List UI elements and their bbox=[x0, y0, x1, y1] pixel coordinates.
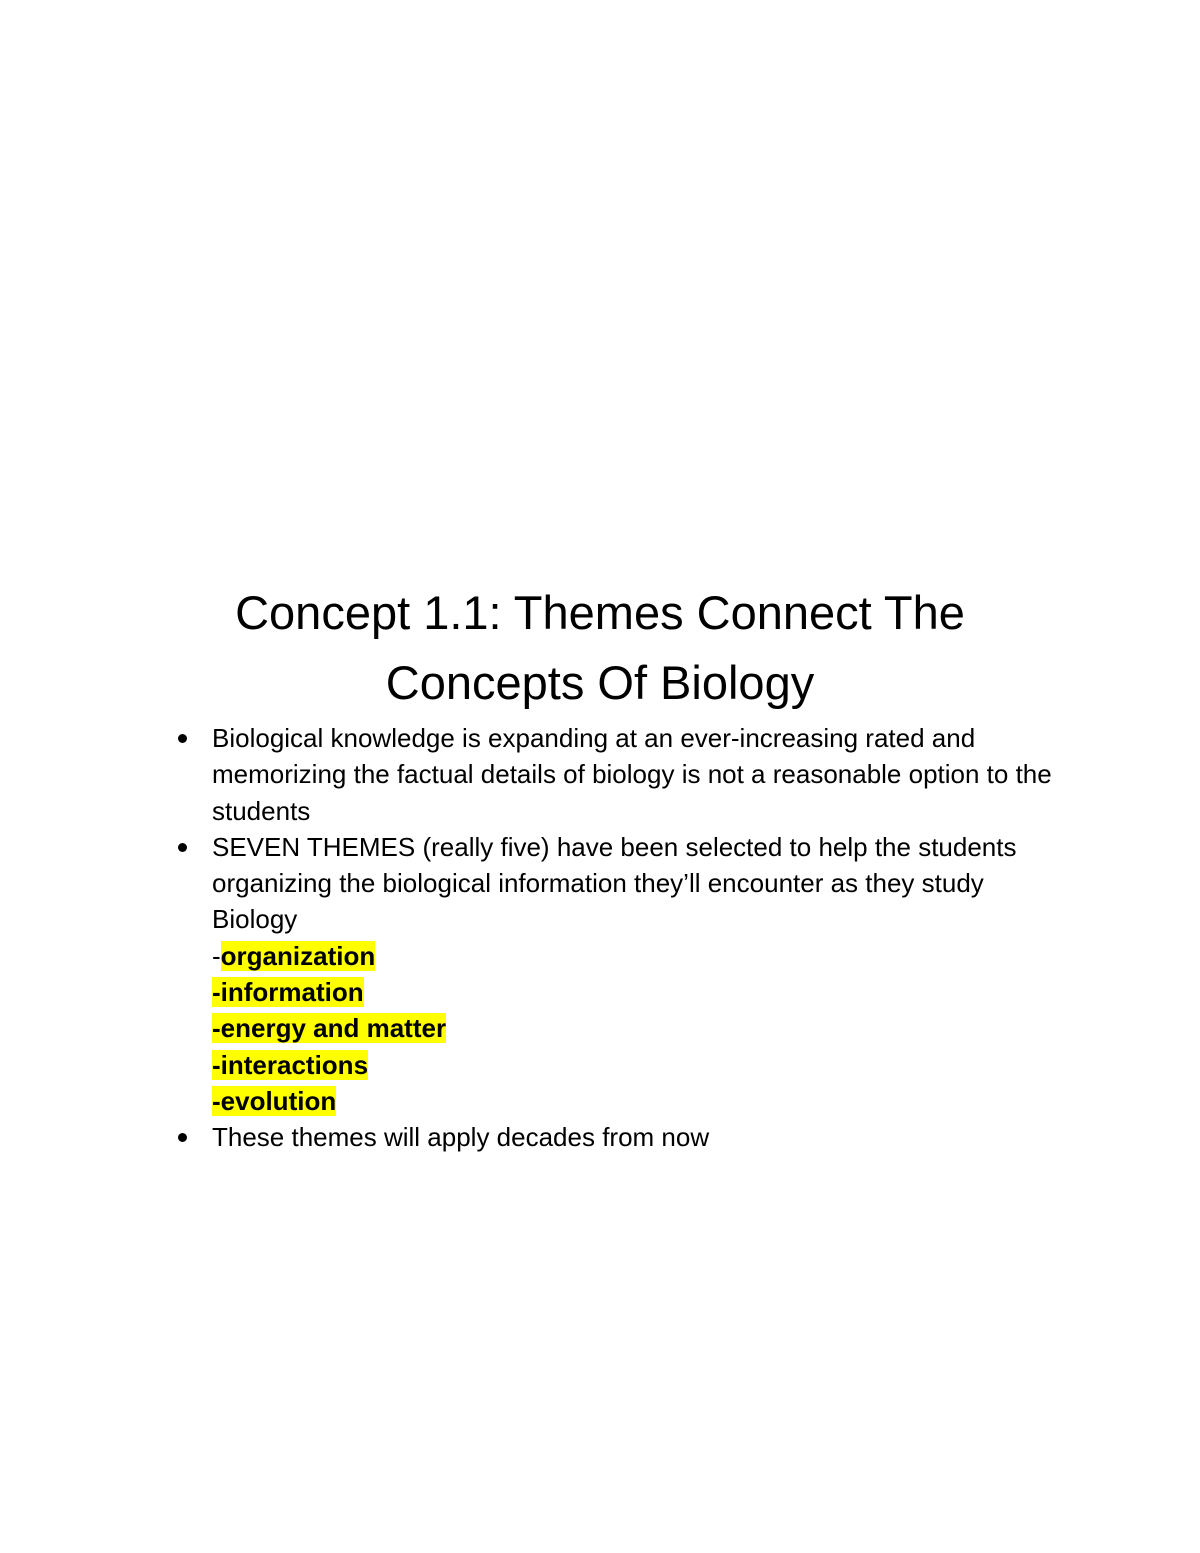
highlighted-theme: -information bbox=[212, 977, 364, 1008]
highlighted-theme: -energy and matter bbox=[212, 1013, 447, 1044]
page-title bbox=[160, 578, 1040, 718]
theme-evolution bbox=[212, 1083, 1076, 1119]
bullet-dot-icon bbox=[178, 1133, 187, 1142]
list-item bbox=[176, 829, 1076, 1119]
title-line-2: Concepts Of Biology bbox=[385, 656, 815, 709]
highlighted-theme: -interactions bbox=[212, 1049, 369, 1080]
bullet-dot-icon bbox=[178, 843, 187, 852]
theme-organization bbox=[212, 938, 1076, 974]
highlighted-theme: -evolution bbox=[212, 1085, 337, 1116]
bullet-text: These themes will apply decades from now bbox=[212, 1122, 710, 1153]
bullet-dot-icon bbox=[178, 734, 187, 743]
bullet-text: SEVEN THEMES (really five) have been selected to help the students organizing the biological information they’ll encounter as they study Biology bbox=[212, 831, 1017, 935]
list-item bbox=[176, 720, 1076, 829]
list-item bbox=[176, 1119, 1076, 1155]
title-line-1: Concept 1.1: Themes Connect The bbox=[235, 586, 965, 639]
theme-information bbox=[212, 974, 1076, 1010]
bullet-list bbox=[176, 720, 1076, 1156]
bullet-text: Biological knowledge is expanding at an ever-increasing rated and memorizing the factual details of biology is not a reasonable option to the students bbox=[212, 723, 1052, 826]
theme-interactions bbox=[212, 1047, 1076, 1083]
highlighted-theme: organization bbox=[220, 940, 376, 971]
theme-energy-and-matter bbox=[212, 1010, 1076, 1046]
theme-prefix: - bbox=[212, 940, 221, 971]
